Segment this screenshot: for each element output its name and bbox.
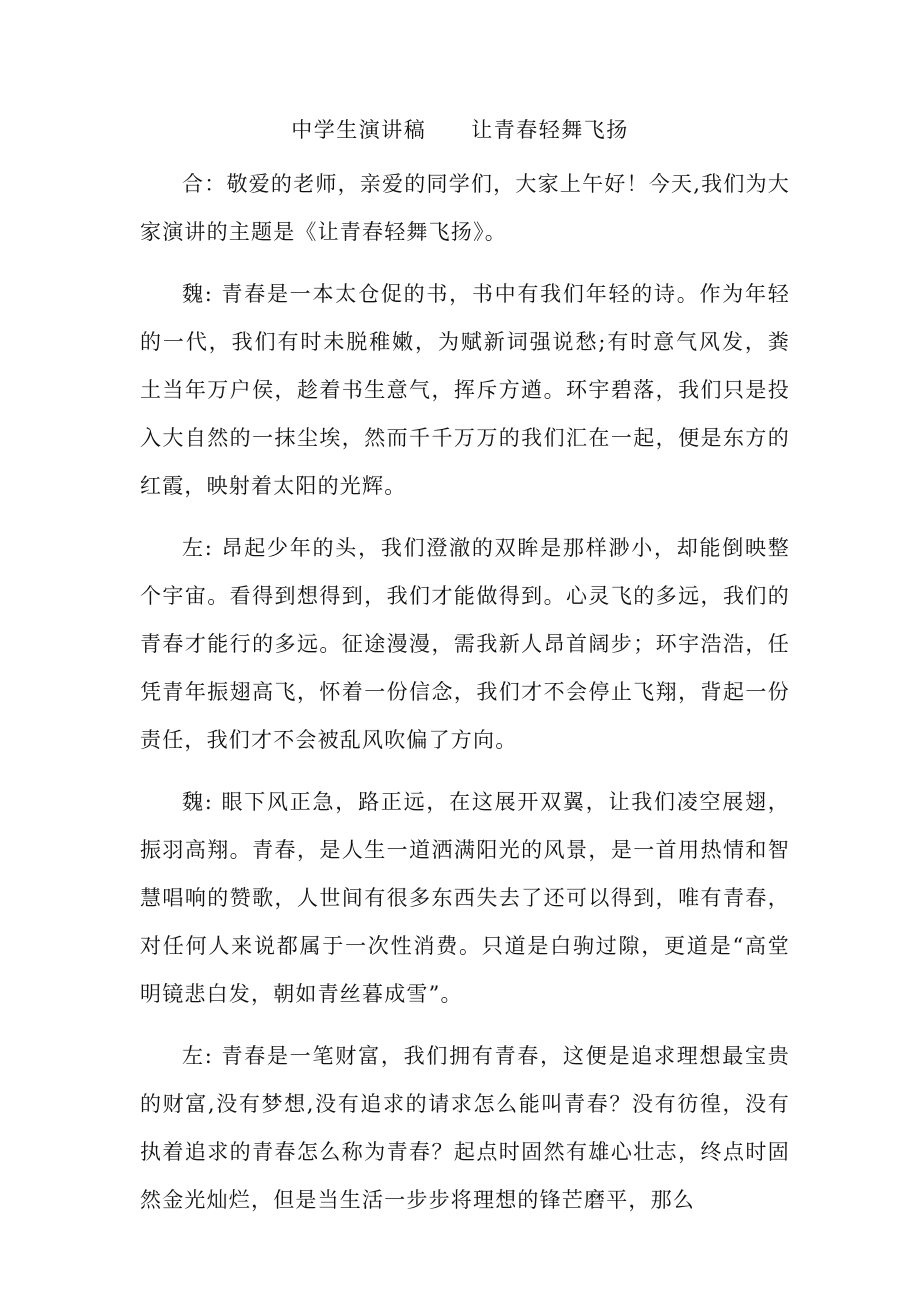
document-body (140, 160, 790, 1238)
paragraph-text: 敬爱的老师，亲爱的同学们，大家上午好！今天,我们为大家演讲的主题是《让青春轻舞飞扬》。 (140, 172, 790, 244)
speaker-label: 左: (182, 536, 214, 560)
speaker-label: 合： (182, 172, 227, 196)
document-title: 中学生演讲稿 让青春轻舞飞扬 (291, 118, 629, 142)
paragraph-text: 青春是一本太仓促的书，书中有我们年轻的诗。作为年轻的一代，我们有时未脱稚嫩，为赋新词强说愁;有时意气风发，粪土当年万户侯，趁着书生意气，挥斥方遒。环宇碧落，我们只是投入大自然的一抹尘埃，然而千千万万的我们汇在一起，便是东方的红霞，映射着太阳的光辉。 (140, 282, 790, 498)
paragraph (140, 778, 790, 1018)
speaker-label: 魏: (182, 790, 214, 814)
paragraph-text: 青春是一笔财富，我们拥有青春，这便是追求理想最宝贵的财富,没有梦想,没有追求的请求怎么能叫青春？没有彷徨，没有执着追求的青春怎么称为青春？起点时固然有雄心壮志，终点时固然金光灿烂，但是当生活一步步将理想的锋芒磨平，那么 (140, 1044, 790, 1212)
paragraph-text: 昂起少年的头，我们澄澈的双眸是那样渺小，却能倒映整个宇宙。看得到想得到，我们才能做得到。心灵飞的多远，我们的青春才能行的多远。征途漫漫，需我新人昂首阔步；环宇浩浩，任凭青年振翅高飞，怀着一份信念，我们才不会停止飞翔，背起一份责任，我们才不会被乱风吹偏了方向。 (140, 536, 790, 752)
paragraph (140, 160, 790, 256)
speaker-label: 左: (182, 1044, 214, 1068)
paragraph (140, 1032, 790, 1224)
paragraph (140, 524, 790, 764)
paragraph-text: 眼下风正急，路正远，在这展开双翼，让我们凌空展翅，振羽高翔。青春，是人生一道洒满阳光的风景，是一首用热情和智慧唱响的赞歌，人世间有很多东西失去了还可以得到，唯有青春，对任何人来说都属于一次性消费。只道是白驹过隙，更道是“高堂明镜悲白发，朝如青丝暮成雪”。 (140, 790, 790, 1006)
speaker-label: 魏: (182, 282, 214, 306)
paragraph (140, 270, 790, 510)
